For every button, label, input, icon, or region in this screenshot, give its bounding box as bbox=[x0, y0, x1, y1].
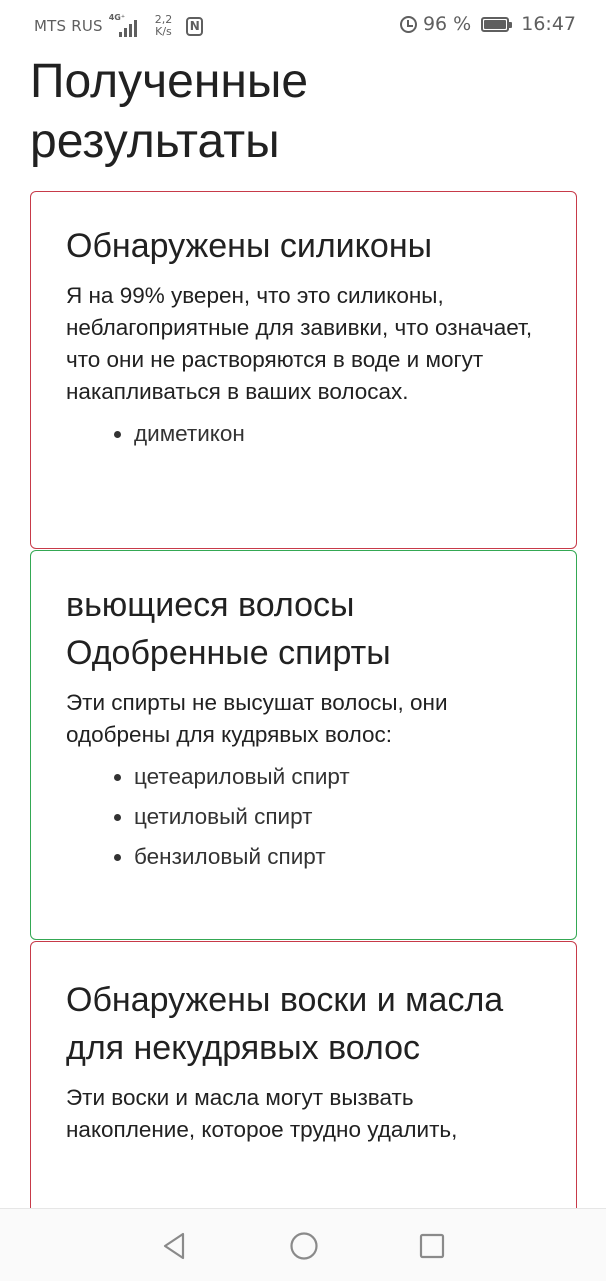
ingredient-item: • цетиловый спирт bbox=[134, 797, 542, 837]
network-speed bbox=[155, 14, 173, 38]
ingredient-list bbox=[66, 757, 542, 877]
recent-apps-icon[interactable] bbox=[418, 1231, 446, 1261]
battery-icon bbox=[481, 17, 509, 32]
page-title: Полученные результаты bbox=[30, 55, 309, 168]
ingredient-item: • бензиловый спирт bbox=[134, 837, 542, 877]
network-speed-unit: K/s bbox=[155, 25, 172, 38]
nfc-icon bbox=[186, 17, 203, 36]
back-icon[interactable] bbox=[160, 1231, 188, 1261]
battery-percent: 96 % bbox=[422, 13, 472, 35]
ingredient-item: • цетеариловый спирт bbox=[134, 757, 542, 797]
status-bar bbox=[0, 0, 606, 54]
network-speed-value: 2,2 bbox=[154, 13, 173, 26]
status-bar-right bbox=[400, 13, 576, 35]
ingredient-item: • диметикон bbox=[134, 414, 542, 454]
nfc-label: N bbox=[189, 18, 200, 33]
home-icon[interactable] bbox=[289, 1231, 319, 1261]
network-type: 4G⁺ bbox=[108, 13, 126, 22]
card-heading: вьющиеся волосы Одобренные спирты bbox=[66, 586, 391, 672]
carrier-name: MTS RUS bbox=[34, 17, 103, 35]
navigation-bar bbox=[0, 1208, 606, 1281]
card-heading: Обнаружены воски и масла для некудрявых волос bbox=[66, 981, 504, 1067]
status-time: 16:47 bbox=[521, 13, 576, 35]
ingredient-list bbox=[66, 414, 542, 454]
card-description: Я на 99% уверен, что это силиконы, неблагоприятные для завивки, что означает, что они не растворяются в воде и могут накапливаться в ваших волосах. bbox=[66, 283, 533, 404]
silicones-result-card bbox=[30, 191, 577, 549]
alarm-icon bbox=[400, 16, 417, 33]
card-description: Эти воски и масла могут вызвать накопление, которое трудно удалить, bbox=[66, 1085, 458, 1142]
status-bar-left bbox=[34, 14, 203, 38]
signal-icon bbox=[109, 15, 139, 37]
alcohols-result-card bbox=[30, 550, 577, 940]
card-description: Эти спирты не высушат волосы, они одобрены для кудрявых волос: bbox=[66, 690, 448, 747]
card-heading: Обнаружены силиконы bbox=[66, 227, 433, 265]
